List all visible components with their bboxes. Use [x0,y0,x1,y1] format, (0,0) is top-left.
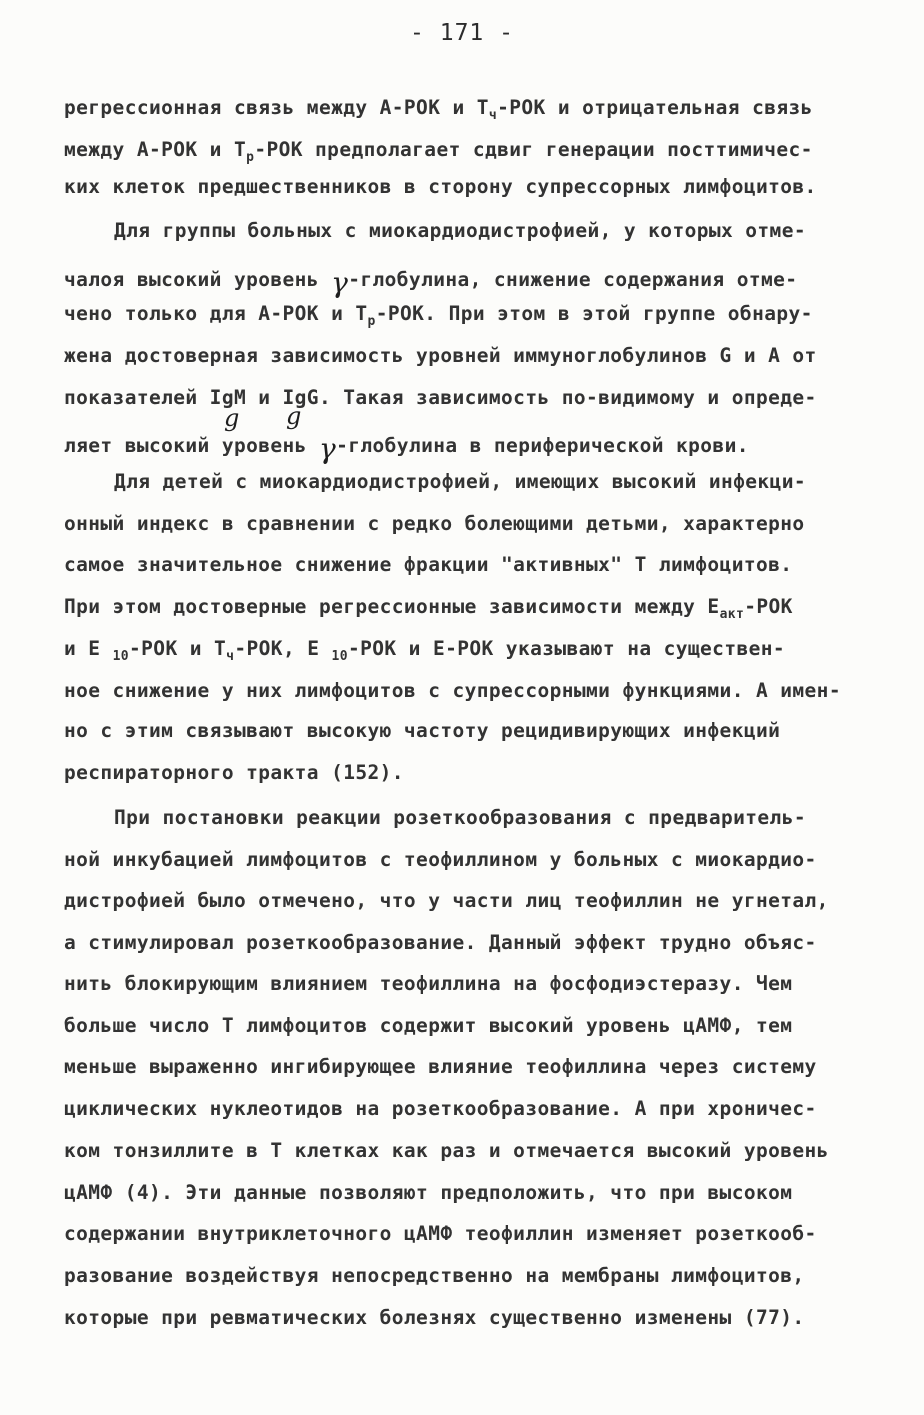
text-line [64,637,786,664]
text-line [64,1097,817,1120]
text-segment: -РОК и отрицательная связь [497,96,813,119]
text-line [64,344,817,367]
text-segment: и Е [64,637,113,660]
text-segment: -РОК предполагает сдвиг генерации посттимичес- [254,138,813,161]
subscript: 10 [331,649,348,664]
text-segment: -глобулина, снижение содержания отме- [348,268,798,291]
text-segment: -РОК и Е-РОК указывают на существен- [347,637,786,660]
subscript: ч [488,108,498,123]
page-number: - 171 - [410,20,514,46]
text-line [64,260,798,299]
text-segment: ком тонзиллите в Т клетках как раз и отмечается высокий уровень [64,1139,829,1162]
text-segment: При постановки реакции розеткообразования с предваритель- [114,806,806,829]
text-line [64,553,792,576]
text-segment: -РОК и Т [129,637,227,660]
text-segment: которые при ревматических болезнях существенно изменены (77). [64,1306,805,1329]
text-line [64,679,841,702]
text-segment: циклических нуклеотидов на розеткообразование. А при хроничес- [64,1097,817,1120]
text-line [64,1306,805,1329]
text-segment: разование воздействуя непосредственно на мембраны лимфоцитов, [64,1264,805,1287]
text-segment: больше число Т лимфоцитов содержит высокий уровень цАМФ, тем [64,1014,793,1037]
text-segment: меньше выраженно ингибирующее влияние теофиллина через систему [64,1055,817,1078]
subscript: акт [719,607,745,622]
text-line [64,972,792,995]
text-segment: содержании внутриклеточного цАМФ теофиллин изменяет розеткооб- [64,1222,817,1245]
text-segment: Для группы больных с миокардиодистрофией, у которых отме- [114,219,806,242]
text-segment: респираторного тракта (152). [64,761,404,784]
text-segment: чено только для А-РОК и Т [64,302,368,325]
subscript: р [367,314,376,329]
text-line [114,219,806,242]
text-segment: а стимулировал розеткообразование. Данный эффект трудно объяс- [64,931,817,954]
text-line [64,175,817,198]
text-line [64,96,813,123]
text-line [64,1014,792,1037]
text-segment: -РОК [744,595,793,618]
text-segment: регрессионная связь между А-РОК и Т [64,96,489,119]
text-line [64,595,793,622]
text-segment: самое значительное снижение фракции "активных" Т лимфоцитов. [64,553,793,576]
text-segment: ной инкубацией лимфоцитов с теофиллином у больных с миокардио- [64,848,817,871]
text-segment: -РОК, Е [234,637,332,660]
text-segment: -РОК. При этом в этой группе обнару- [375,302,813,325]
text-line [64,1264,805,1287]
text-line [64,1055,817,1078]
text-line [64,1139,829,1162]
subscript: р [246,150,255,165]
text-line [64,761,404,784]
text-line [64,1181,792,1204]
text-line [64,719,780,742]
text-segment: онный индекс в сравнении с редко болеющими детьми, характерно [64,512,805,535]
text-segment: ное снижение у них лимфоцитов с супрессорными функциями. А имен- [64,679,841,702]
text-line [64,889,829,912]
subscript: ч [226,649,235,664]
text-segment: между А-РОК и Т [64,138,247,161]
text-line [64,302,813,329]
text-line [114,470,806,493]
text-segment: но с этим связывают высокую частоту рецидивирующих инфекций [64,719,781,742]
subscript: 10 [112,649,130,664]
text-segment: При этом достоверные регрессионные зависимости между Е [64,595,720,618]
handwritten-g-mark: g [224,404,240,432]
text-segment: жена достоверная зависимость уровней иммуноглобулинов G и А от [64,344,817,367]
text-line [64,848,817,871]
text-segment: ких клеток предшественников в сторону супрессорных лимфоцитов. [64,175,817,198]
handwritten-gamma-mark: γ [331,266,349,299]
text-segment: Для детей с миокардиодистрофией, имеющих высокий инфекци- [114,470,806,493]
text-segment: нить блокирующим влиянием теофиллина на фосфодиэстеразу. Чем [64,972,793,995]
text-line [64,426,749,465]
text-line [64,138,813,165]
text-segment: цАМФ (4). Эти данные позволяют предположить, что при высоком [64,1181,793,1204]
handwritten-gamma-mark: γ [318,432,337,465]
text-line [64,512,805,535]
handwritten-g-mark: g [286,402,302,430]
text-line [64,931,817,954]
text-line [64,1222,817,1245]
text-segment: показателей IgM и IgG. Такая зависимость по-видимому и опреде- [64,386,817,409]
text-line [114,806,806,829]
text-segment: чалоя высокий уровень [64,268,332,291]
text-segment: дистрофией было отмечено, что у части лиц теофиллин не угнетал, [64,889,829,912]
text-line [64,386,817,409]
text-segment: ляет высокий уровень [64,434,319,457]
text-segment: -глобулина в периферической крови. [336,434,749,457]
